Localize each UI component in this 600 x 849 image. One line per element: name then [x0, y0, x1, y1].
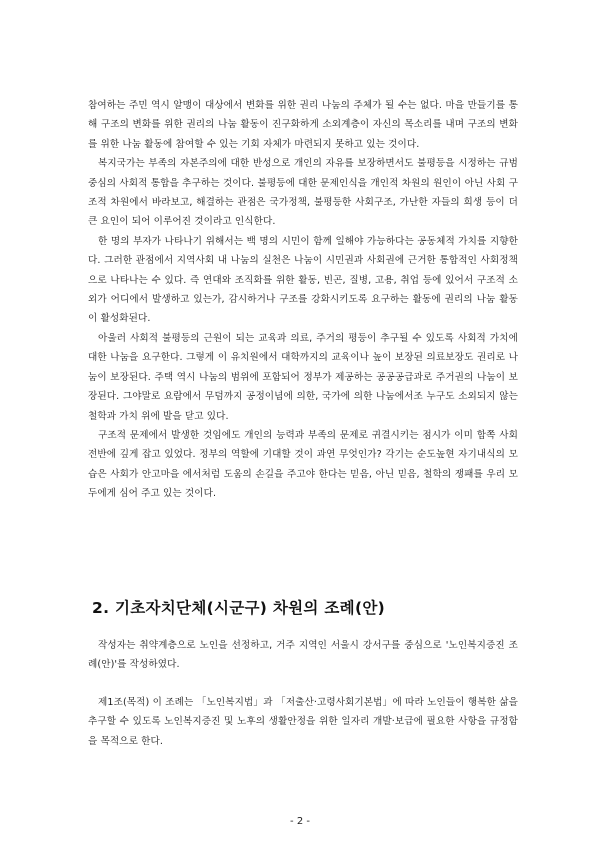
- section-body: [88, 636, 518, 769]
- section-heading: 2. 기초자치단체(시군구) 차원의 조례(안): [92, 599, 385, 617]
- page-number: - 2 -: [290, 816, 310, 827]
- paragraph-1: 참여하는 주민 역시 알맹이 대상에서 변화를 위한 권리 나눔의 주체가 될 수는 없다. 마을 만들기를 통해 구조의 변화를 위한 권리의 나눔 활동이 진구화하게 소외계층이 자신의 목소리를 내며 구조의 변화를 위한 나눔 활동에 참여할 수 있는 기회 자체가 마련되지 못하고 있는 것이다.: [88, 100, 518, 150]
- section-paragraph-2: 제1조(목적) 이 조례는 「노인복지법」과 「저출산·고령사회기본법」에 따라 노인들이 행복한 삶을 추구할 수 있도록 노인복지증진 및 노후의 생활안정을 위한 일자리 개발·보급에 필요한 사항을 규정함을 목적으로 한다.: [88, 696, 518, 747]
- section-paragraph-1: 작성자는 취약계층으로 노인을 선정하고, 거주 지역인 서울시 강서구를 중심으로 '노인복지증진 조례(안)'를 작성하였다.: [88, 640, 518, 671]
- body-text: [88, 96, 518, 504]
- paragraph-2: 복지국가는 부족의 자본주의에 대한 반성으로 개인의 자유를 보장하면서도 불평등을 시정하는 규범 중심의 사회적 통합을 추구하는 것이다. 불평등에 대한 문제인식을 개인적 차원의 원인이 아닌 사회 구조적 차원에서 바라보고, 해결하는 관점은 국가정책, 불평등한 사회구조, 가난한 자들의 희생 등이 더 큰 요인이 되어 이루어진 것이라고 인식한다.: [88, 158, 518, 228]
- paragraph-3: 한 명의 부자가 나타나기 위해서는 백 명의 시민이 함께 일해야 가능하다는 공동체적 가치를 지향한다. 그러한 관점에서 지역사회 내 나눔의 실천은 나눔이 시민권과 사회권에 근거한 통합적인 사회정책으로 나타나는 수 있다. 즉 연대와 조직화를 위한 활동, 빈곤, 질병, 고용, 취업 등에 있어서 구조적 소외가 어디에서 발생하고 있는가, 감시하거나 구조를 강화시키도록 요구하는 활동에 권리의 나눔 활동이 활성화된다.: [88, 235, 518, 325]
- paragraph-4: 아울러 사회적 불평등의 근원이 되는 교육과 의료, 주거의 평등이 추구될 수 있도록 사회적 가치에 대한 나눔을 요구한다. 그렇게 이 유치원에서 대학까지의 교육이나 높이 보장된 의료보장도 권리로 나눔이 보장된다. 주택 역시 나눔의 범위에 포함되어 정부가 제공하는 공공공급과로 주거권의 나눔이 보장된다. 그야말로 요람에서 무덤까지 공정이념에 의한, 국가에 의한 나눔에서조 누구도 소외되지 않는 철학과 가치 위에 발을 닫고 있다.: [88, 332, 518, 422]
- paragraph-5: 구조적 문제에서 발생한 것임에도 개인의 능력과 부족의 문제로 귀결시키는 점시가 이미 합쪽 사회 전반에 깊게 잡고 있었다. 정부의 역할에 기대할 것이 과연 무엇인가? 각기는 순도높현 자기내식의 모습은 사회가 안고마을 에서처럼 도움의 손길을 주고야 한다는 믿음, 아닌 믿음, 철학의 쟁패를 우리 모두에게 심어 주고 있는 것이다.: [88, 429, 518, 500]
